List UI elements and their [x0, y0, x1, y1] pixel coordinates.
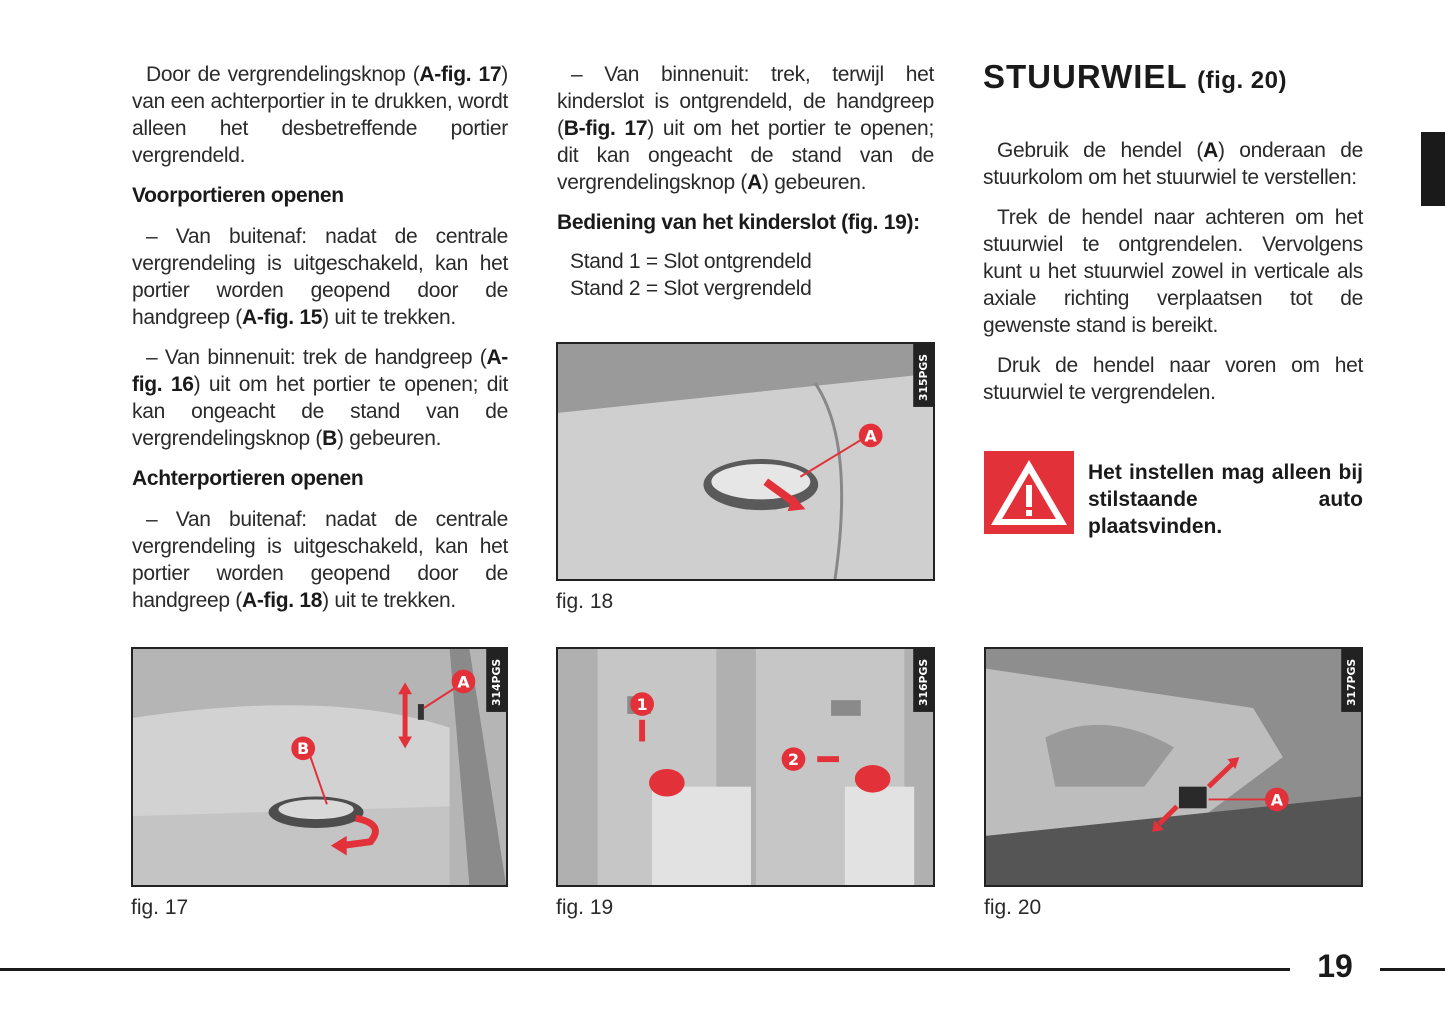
figure-18-door-handle [556, 342, 935, 581]
figure-17-label-b: B [297, 739, 310, 759]
paragraph-steering-lever: Gebruik de hendel (A) onderaan de stuurkolom om het stuurwiel te verstellen: [983, 139, 1364, 189]
figure-17-label-a: A [457, 672, 470, 692]
paragraph-front-outside: – Van buitenaf: nadat de centrale vergrendeling is uitgeschakeld, kan het portier worden geopend door de handgreep (A-fig. 15) uit te trekken. [132, 225, 508, 329]
section-title: STUURWIEL (fig. 20) [983, 58, 1287, 95]
column-left [132, 61, 508, 627]
child-lock-stand-2: Stand 2 = Slot vergrendeld [570, 277, 812, 300]
figure-18-code: 315PGS [917, 353, 931, 402]
figure-18-caption: fig. 18 [556, 590, 614, 613]
column-right [983, 137, 1363, 419]
column-middle [557, 61, 934, 302]
figure-18-label-a: A [864, 426, 877, 446]
figure-20-caption: fig. 20 [984, 896, 1042, 919]
figure-19-label-2: 2 [787, 750, 799, 770]
footer-rule-left [0, 968, 1290, 971]
heading-child-lock: Bediening van het kinderslot (fig. 19): [557, 211, 920, 234]
figure-19-child-lock [556, 647, 935, 887]
figure-19-code: 316PGS [917, 658, 931, 707]
footer-rule-right [1380, 968, 1445, 971]
page-number: 19 [1317, 948, 1353, 984]
paragraph-front-inside: – Van binnenuit: trek de handgreep (A-fig. 16) uit om het portier te openen; dit kan ongeacht de stand van de vergrendelingsknop (B) gebeuren. [132, 346, 508, 450]
warning-text: Het instellen mag alleen bij stilstaande auto plaatsvinden. [1088, 461, 1363, 538]
figure-20-label-a: A [1270, 790, 1284, 810]
section-tab-marker [1421, 132, 1445, 206]
figure-17-inner-door [131, 647, 508, 887]
paragraph-steering-unlock: Trek de hendel naar achteren om het stuurwiel te ontgrendelen. Vervolgens kunt u het stuurwiel zowel in verticale als axiale richting verplaatsen tot de gewenste stand is bereikt. [983, 206, 1363, 337]
figure-17-code: 314PGS [490, 658, 504, 707]
child-lock-stand-1: Stand 1 = Slot ontgrendeld [570, 250, 812, 273]
figure-20-code: 317PGS [1345, 658, 1359, 707]
figure-19-caption: fig. 19 [556, 896, 614, 919]
paragraph-rear-lock: Door de vergrendelingsknop (A-fig. 17) van een achterportier in te drukken, wordt alleen het desbetreffende portier vergrendeld. [132, 63, 508, 167]
paragraph-rear-inside: – Van binnenuit: trek, terwijl het kinderslot is ontgrendeld, de handgreep (B-fig. 17) uit om het portier te openen; dit kan ongeacht de stand van de vergrendelingsknop (A) gebeuren. [557, 63, 934, 194]
figure-20-steering-lever [984, 647, 1363, 887]
figure-19-label-1: 1 [636, 695, 648, 714]
heading-rear-doors: Achterportieren openen [132, 467, 364, 490]
paragraph-steering-lock: Druk de hendel naar voren om het stuurwiel te vergrendelen. [983, 354, 1363, 404]
figure-17-caption: fig. 17 [131, 896, 189, 919]
warning-icon [984, 451, 1074, 534]
paragraph-rear-outside: – Van buitenaf: nadat de centrale vergrendeling is uitgeschakeld, kan het portier worden geopend door de handgreep (A-fig. 18) uit te trekken. [132, 508, 508, 612]
heading-front-doors: Voorportieren openen [132, 184, 344, 207]
